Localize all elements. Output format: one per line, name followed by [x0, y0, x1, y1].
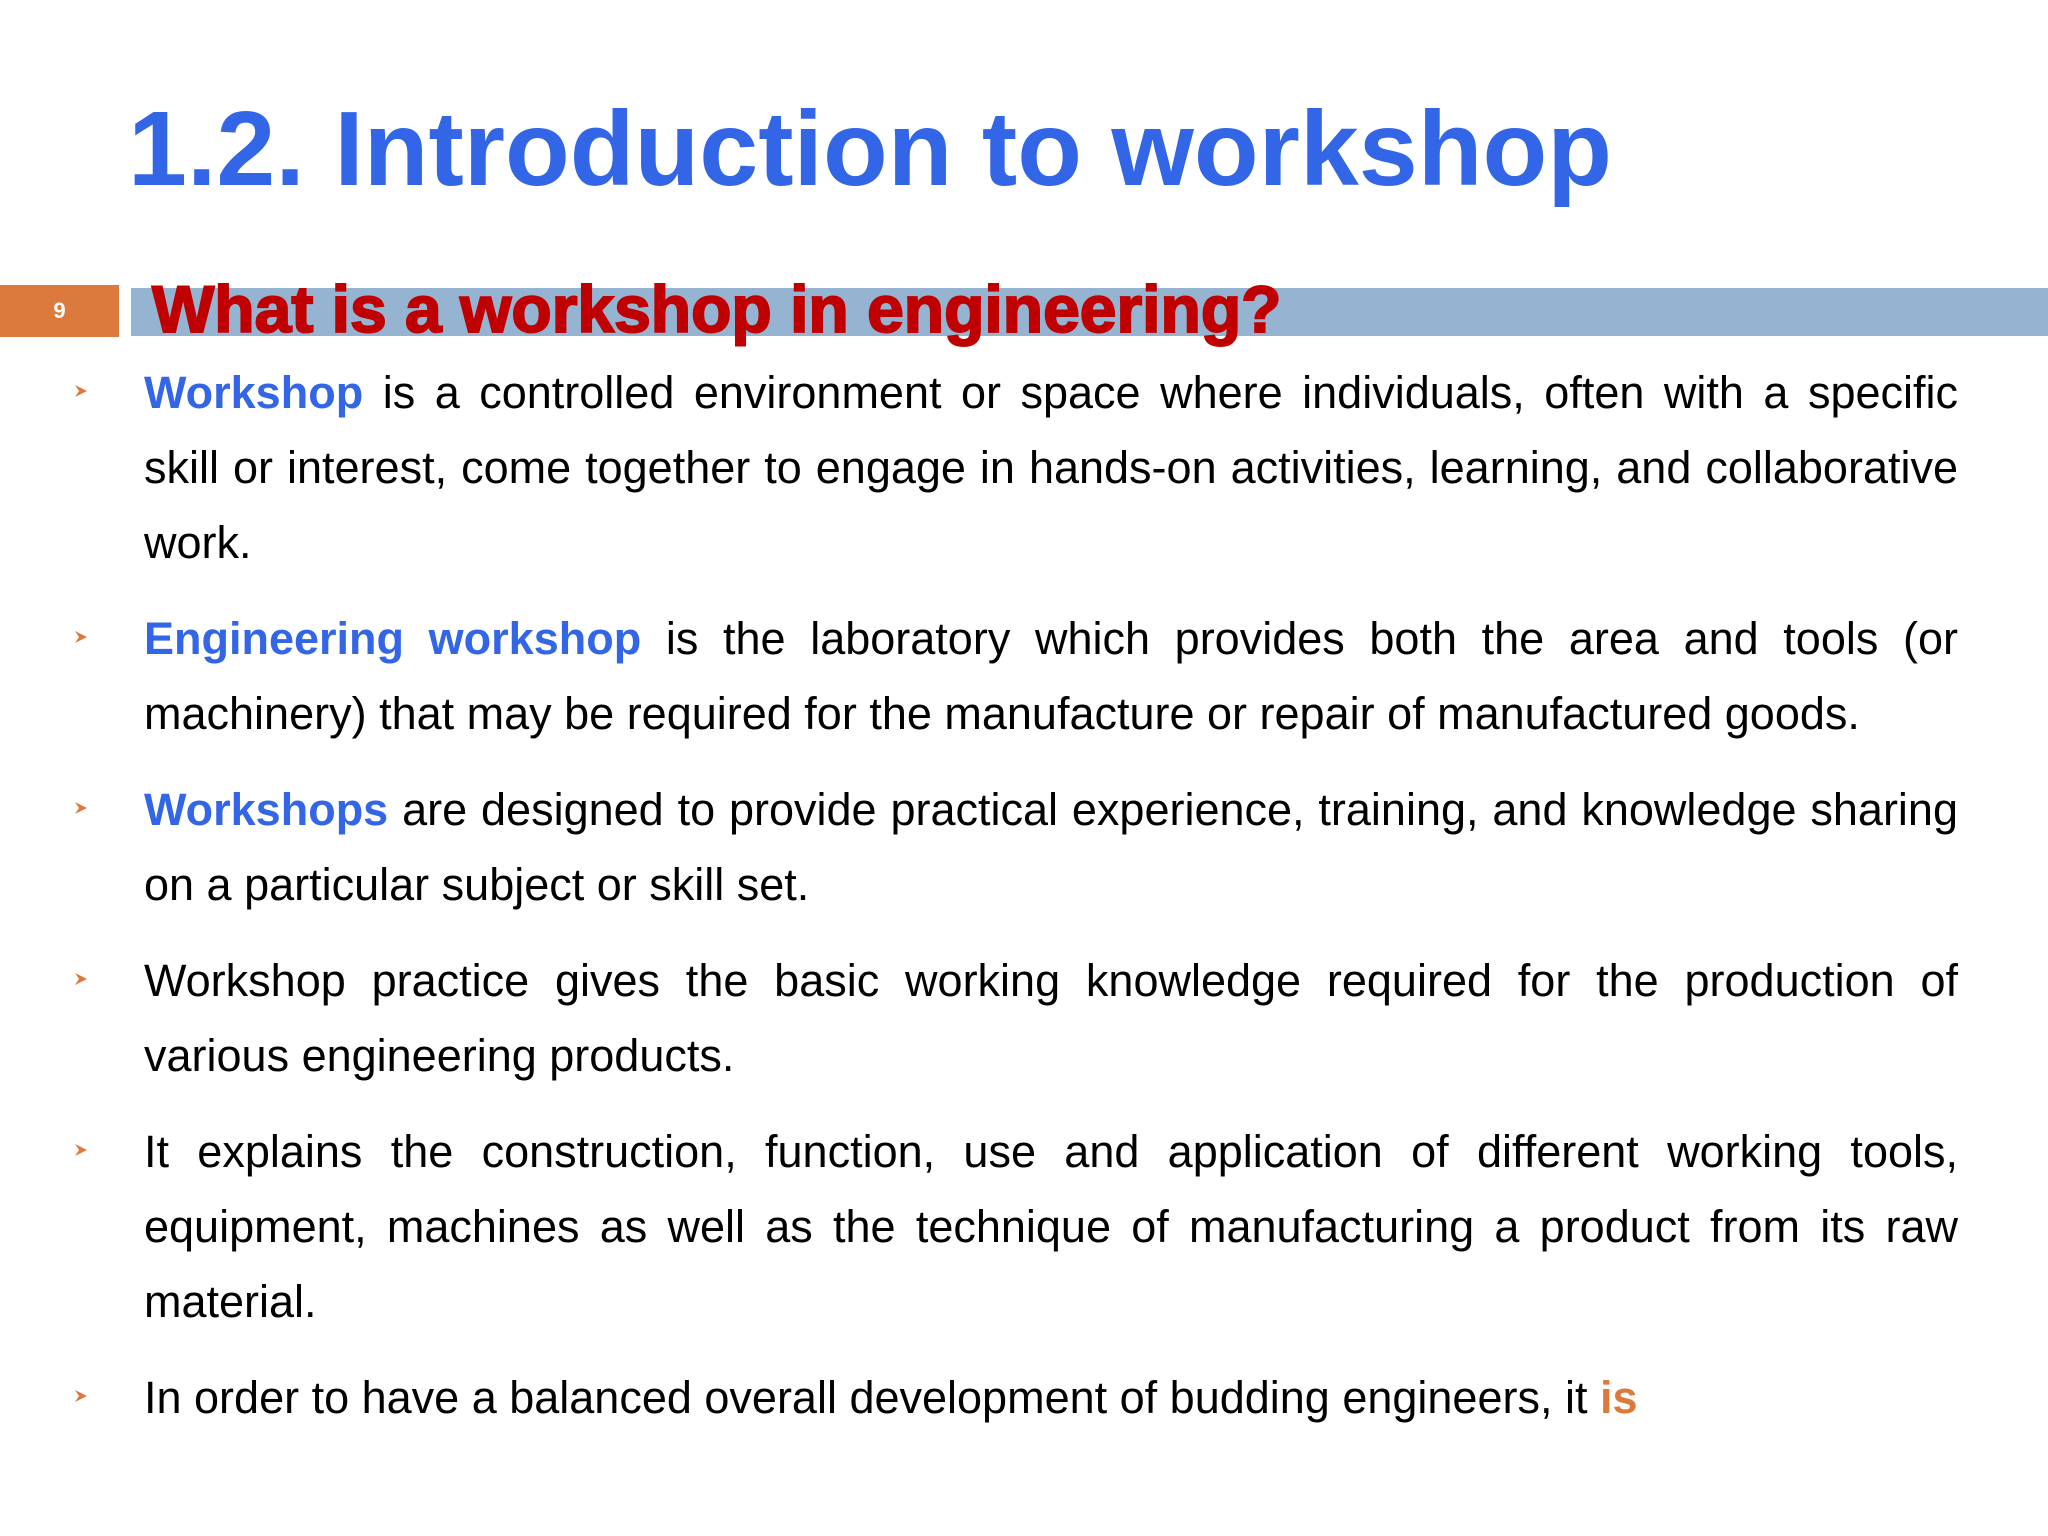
bullet-item-explains: [0, 1114, 2048, 1339]
arrow-bullet-icon: [73, 1142, 89, 1158]
arrow-bullet-icon: [73, 629, 89, 645]
bullet-body: Workshop practice gives the basic working knowledge required for the production of various engineering products.: [144, 955, 1958, 1081]
arrow-bullet-icon: [73, 1388, 89, 1404]
arrow-bullet-icon: [73, 971, 89, 987]
bullet-body: is the laboratory which provides both the area and tools (or machinery) that may be required for the manufacture or repair of manufactured goods.: [144, 613, 1958, 739]
bullet-item-workshop: [0, 355, 2048, 580]
bullet-list: [0, 355, 2048, 1456]
bullet-text: [144, 601, 1958, 751]
page-number-badge: [0, 285, 119, 337]
bullet-text: [144, 1114, 1958, 1339]
bullet-text: [144, 772, 1958, 922]
bullet-body: are designed to provide practical experience, training, and knowledge sharing on a particular subject or skill set.: [144, 784, 1958, 910]
bullet-item-workshops: [0, 772, 2048, 922]
arrow-bullet-icon: [73, 383, 89, 399]
bullet-emphasis: is: [1599, 1372, 1638, 1423]
bullet-item-workshop-practice: [0, 943, 2048, 1093]
slide-subtitle: What is a workshop in engineering?: [152, 272, 1282, 346]
bullet-text: [144, 1360, 1958, 1435]
bullet-item-engineering-workshop: [0, 601, 2048, 751]
bullet-body: It explains the construction, function, use and application of different working tools, equipment, machines as well as the technique of manufacturing a product from its raw material.: [144, 1126, 1958, 1327]
bullet-term: Workshop: [144, 367, 364, 418]
bullet-term: Engineering workshop: [144, 613, 642, 664]
bullet-text: [144, 943, 1958, 1093]
bullet-body: is a controlled environment or space where individuals, often with a specific skill or interest, come together to engage in hands-on activities, learning, and collaborative work.: [144, 367, 1958, 568]
arrow-bullet-icon: [73, 800, 89, 816]
page-number: 9: [53, 298, 66, 323]
bullet-text: [144, 355, 1958, 580]
bullet-term: Workshops: [144, 784, 389, 835]
bullet-body: In order to have a balanced overall development of budding engineers, it: [144, 1372, 1600, 1423]
slide-title: 1.2. Introduction to workshop: [128, 90, 1612, 208]
bullet-item-balanced-development: [0, 1360, 2048, 1435]
